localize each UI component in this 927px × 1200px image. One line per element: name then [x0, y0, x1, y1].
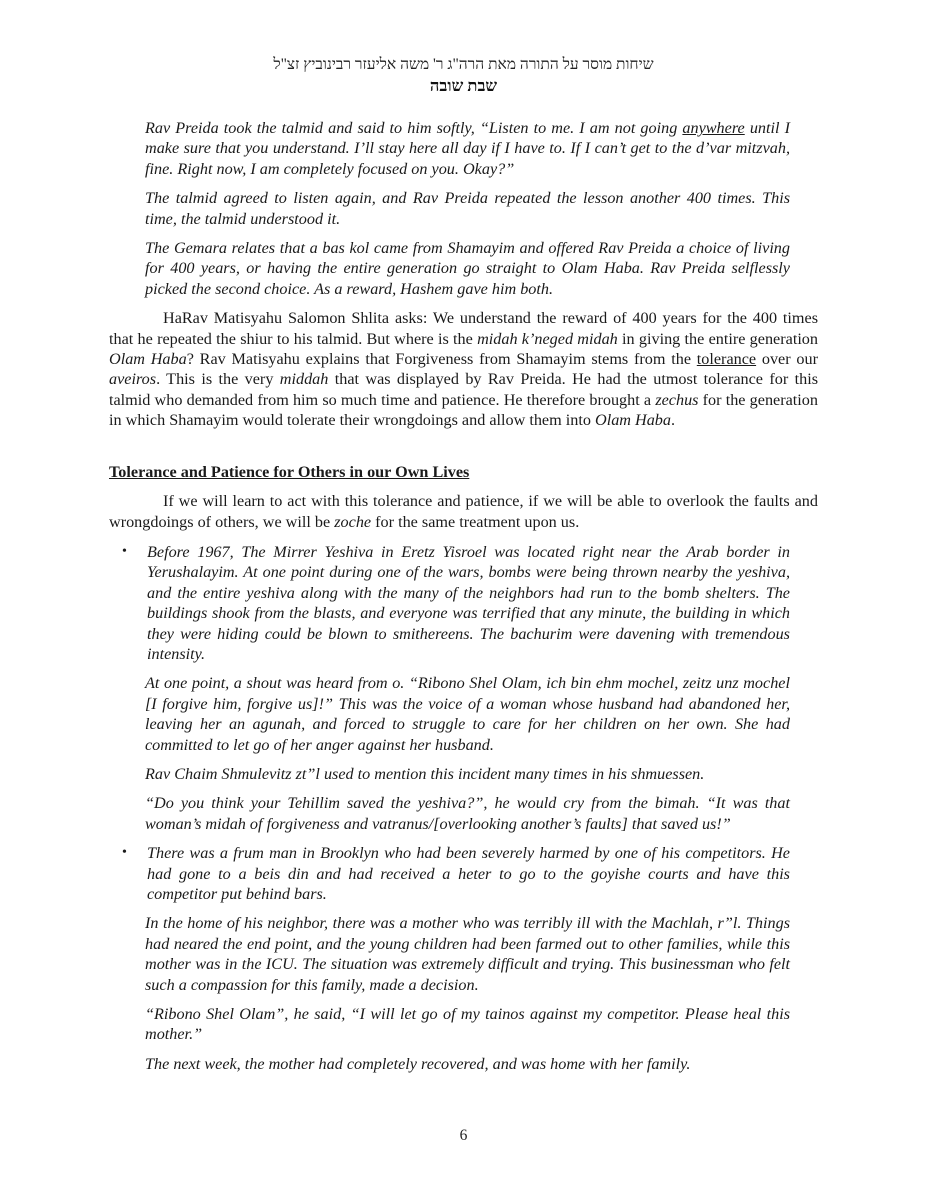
- bullet-2-followup-1: In the home of his neighbor, there was a mother who was terribly ill with the Machlah, r”l. Things had neared the end point, and the young children had been farmed out to other families, while this mother was in the ICU. The situation was extremely difficult and trying. This businessman who felt such a compassion for this family, made a decision.: [145, 914, 790, 994]
- bullet-2-followup-2: “Ribono Shel Olam”, he said, “I will let go of my tainos against my competitor. Please heal this mother.”: [145, 1005, 790, 1044]
- text-run: for the generation in which Shamayim would tolerate their wrongdoings and allow them into: [109, 390, 818, 430]
- bullet-item-brooklyn-businessman: [122, 843, 790, 904]
- text-run: . This is the very: [156, 370, 280, 389]
- bullet-1-followup-3: “Do you think your Tehillim saved the yeshiva?”, he would cry from the bimah. “It was that woman’s midah of forgiveness and vatranus/[overlooking another’s faults] that saved us!”: [145, 794, 790, 833]
- bullet-1-followup-2: Rav Chaim Shmulevitz zt”l used to mention this incident many times in his shmuessen.: [145, 764, 705, 783]
- explanation-paragraph: [109, 308, 818, 430]
- bullet-text: There was a frum man in Brooklyn who had been severely harmed by one of his competitors. He had gone to a beis din and had received a heter to go to the goyishe courts and have this competitor put behind bars.: [147, 844, 790, 903]
- bullet-1-followup-1: At one point, a shout was heard from o. “Ribono Shel Olam, ich bin ehm mochel, zeitz unz mochel [I forgive him, forgive us]!” This was the voice of a woman whose husband had abandoned her, leaving her an agunah, and forced to struggle to care for her children on her own. She had committed to let go of her anger against her husband.: [145, 674, 790, 754]
- text-run: .: [671, 411, 676, 430]
- page-content: [109, 118, 818, 1083]
- underlined-word: anywhere: [682, 119, 745, 137]
- story-quote-2: The talmid agreed to listen again, and Rav Preida repeated the lesson another 400 times. This time, the talmid understood it.: [145, 189, 790, 228]
- story-quote-3: The Gemara relates that a bas kol came from Shamayim and offered Rav Preida a choice of living for 400 years, or having the entire generation go straight to Olam Haba. Rav Preida selflessly picked the second choice. As a reward, Hashem gave him both.: [145, 239, 790, 298]
- underlined-term: tolerance: [696, 350, 757, 369]
- bullet-icon: •: [122, 543, 127, 559]
- italic-term: aveiros: [109, 370, 157, 389]
- italic-term: zoche: [334, 512, 372, 531]
- italic-term: Olam Haba: [595, 411, 671, 430]
- text-run: If we will learn to act with this tolerance and patience, if we will be able to overlook the faults and wrongdoings of others, we will be: [109, 492, 818, 531]
- quote-text: Rav Preida took the talmid and said to him softly, “Listen to me. I am not going: [145, 119, 683, 137]
- story-quote-1: [145, 118, 790, 179]
- text-run: for the same treatment upon us.: [371, 512, 580, 531]
- text-run: that was displayed by Rav Preida. He had the utmost tolerance for this talmid who demanded from him so much time and patience. He therefore brought a: [109, 370, 818, 409]
- page-header: [0, 55, 927, 97]
- bullet-2-followup-3: The next week, the mother had completely recovered, and was home with her family.: [145, 1054, 691, 1073]
- text-run: in giving the entire generation: [617, 329, 818, 348]
- italic-term: midah k’neged midah: [477, 329, 618, 348]
- text-run: HaRav Matisyahu Salomon Shlita asks: We understand the reward of 400 years for the 400 times that he repeated the shiur to his talmid. But where is the: [109, 309, 818, 348]
- section-intro-paragraph: [109, 491, 818, 532]
- italic-term: Olam Haba: [109, 350, 187, 369]
- header-series-title: שיחות מוסר על התורה מאת הרה"ג ר' משה אליעזר רבינוביץ זצ"ל: [273, 56, 654, 73]
- bullet-text: Before 1967, The Mirrer Yeshiva in Eretz Yisroel was located right near the Arab border in Yerushalayim. At one point during one of the wars, bombs were being thrown nearby the yeshiva, and the entire yeshiva along with the many of the neighbors had run to the bomb shelters. The buildings shook from the blasts, and everyone was terrified that any minute, the building in which they were hiding could be blown to smithereens. The bachurim were davening with tremendous intensity.: [147, 542, 790, 663]
- italic-term: zechus: [655, 390, 699, 409]
- page-number: 6: [459, 1127, 468, 1144]
- text-run: ? Rav Matisyahu explains that Forgiveness from Shamayim stems from the: [186, 350, 697, 369]
- bullet-item-mirrer-yeshiva: [122, 542, 790, 664]
- quote-text: until I make sure that you understand. I’ll stay here all day if I have to. If I can’t get to the d’var mitzvah, fine. Right now, I am completely focused on you. Okay?”: [145, 119, 790, 178]
- section-heading: Tolerance and Patience for Others in our Own Lives: [109, 462, 470, 481]
- bullet-icon: •: [122, 845, 127, 861]
- text-run: over our: [756, 350, 818, 369]
- header-parsha-title: שבת שובה: [429, 76, 498, 95]
- italic-term: middah: [279, 370, 329, 389]
